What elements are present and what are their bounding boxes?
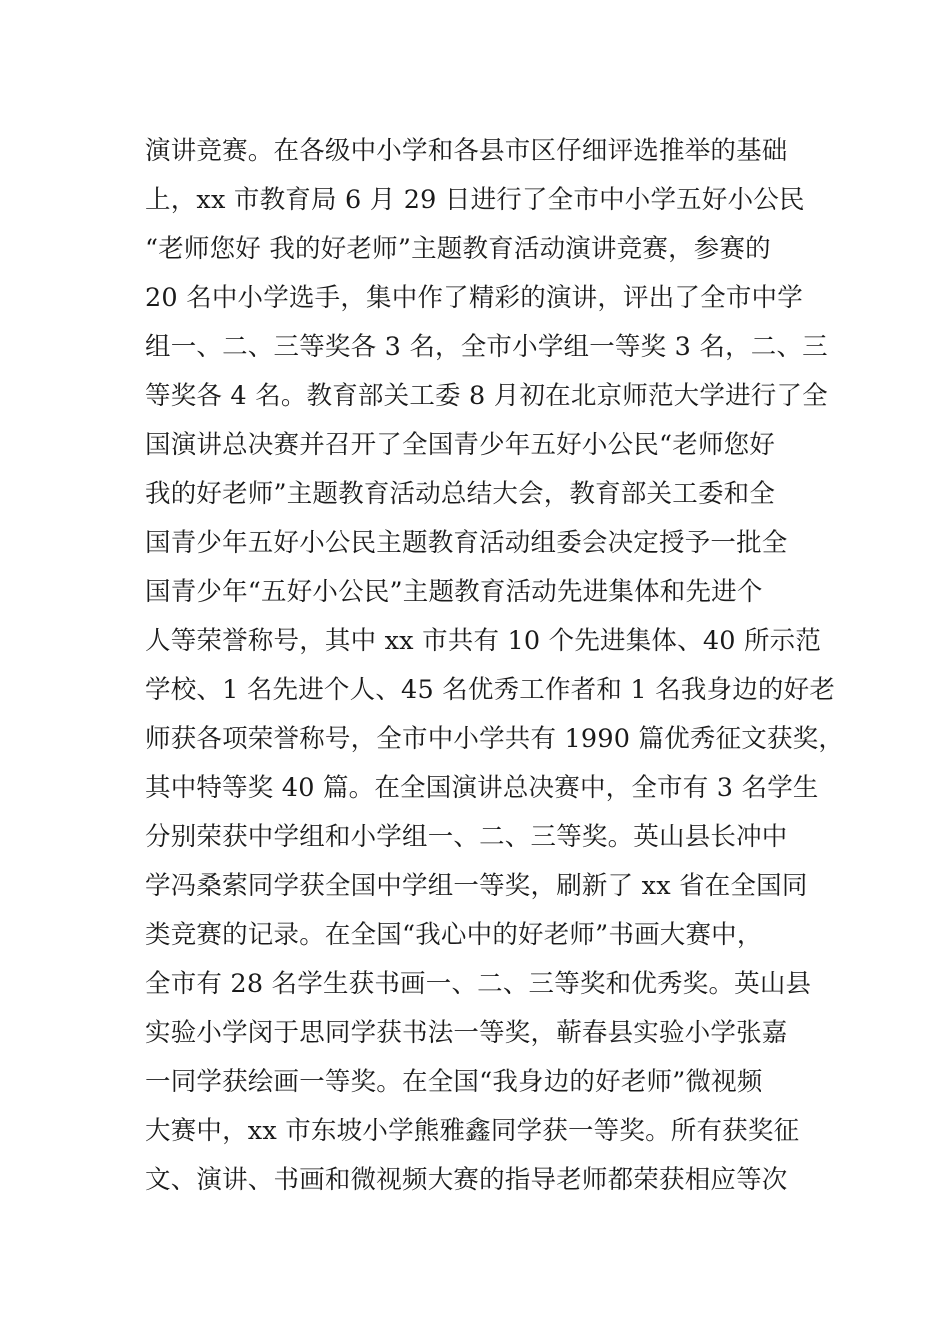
- text-line: 演讲竞赛。在各级中小学和各县市区仔细评选推举的基础: [145, 136, 788, 166]
- text-line: 其中特等奖 40 篇。在全国演讲总决赛中，全市有 3 名学生: [145, 773, 819, 803]
- text-line: 人等荣誉称号，其中 xx 市共有 10 个先进集体、40 所示范: [145, 626, 822, 656]
- text-line: 国青少年“五好小公民”主题教育活动先进集体和先进个: [145, 577, 763, 607]
- text-line: 分别荣获中学组和小学组一、二、三等奖。英山县长冲中: [145, 822, 788, 852]
- text-line: “老师您好 我的好老师”主题教育活动演讲竞赛，参赛的: [145, 234, 771, 264]
- text-line: 一同学获绘画一等奖。在全国“我身边的好老师”微视频: [145, 1067, 763, 1097]
- text-line: 文、演讲、书画和微视频大赛的指导老师都荣获相应等次: [145, 1165, 788, 1195]
- text-line: 20 名中小学选手，集中作了精彩的演讲，评出了全市中学: [145, 283, 803, 313]
- text-line: 学冯桑萦同学获全国中学组一等奖，刷新了 xx 省在全国同: [145, 871, 808, 901]
- text-line: 国演讲总决赛并召开了全国青少年五好小公民“老师您好: [145, 430, 776, 460]
- text-line: 实验小学闵于思同学获书法一等奖，蕲春县实验小学张嘉: [145, 1018, 788, 1048]
- text-line: 学校、1 名先进个人、45 名优秀工作者和 1 名我身边的好老: [145, 675, 836, 705]
- text-line: 国青少年五好小公民主题教育活动组委会决定授予一批全: [145, 528, 788, 558]
- text-line: 上，xx 市教育局 6 月 29 日进行了全市中小学五好小公民: [145, 185, 805, 215]
- body-text: [145, 127, 845, 1205]
- text-line: 我的好老师”主题教育活动总结大会，教育部关工委和全: [145, 479, 776, 509]
- text-line: 全市有 28 名学生获书画一、二、三等奖和优秀奖。英山县: [145, 969, 812, 999]
- text-line: 大赛中，xx 市东坡小学熊雅鑫同学获一等奖。所有获奖征: [145, 1116, 800, 1146]
- text-line: 类竞赛的记录。在全国“我心中的好老师”书画大赛中，: [145, 920, 763, 950]
- text-line: 组一、二、三等奖各 3 名，全市小学组一等奖 3 名，二、三: [145, 332, 828, 362]
- text-line: 师获各项荣誉称号，全市中小学共有 1990 篇优秀征文获奖，: [145, 724, 845, 754]
- text-line: 等奖各 4 名。教育部关工委 8 月初在北京师范大学进行了全: [145, 381, 828, 411]
